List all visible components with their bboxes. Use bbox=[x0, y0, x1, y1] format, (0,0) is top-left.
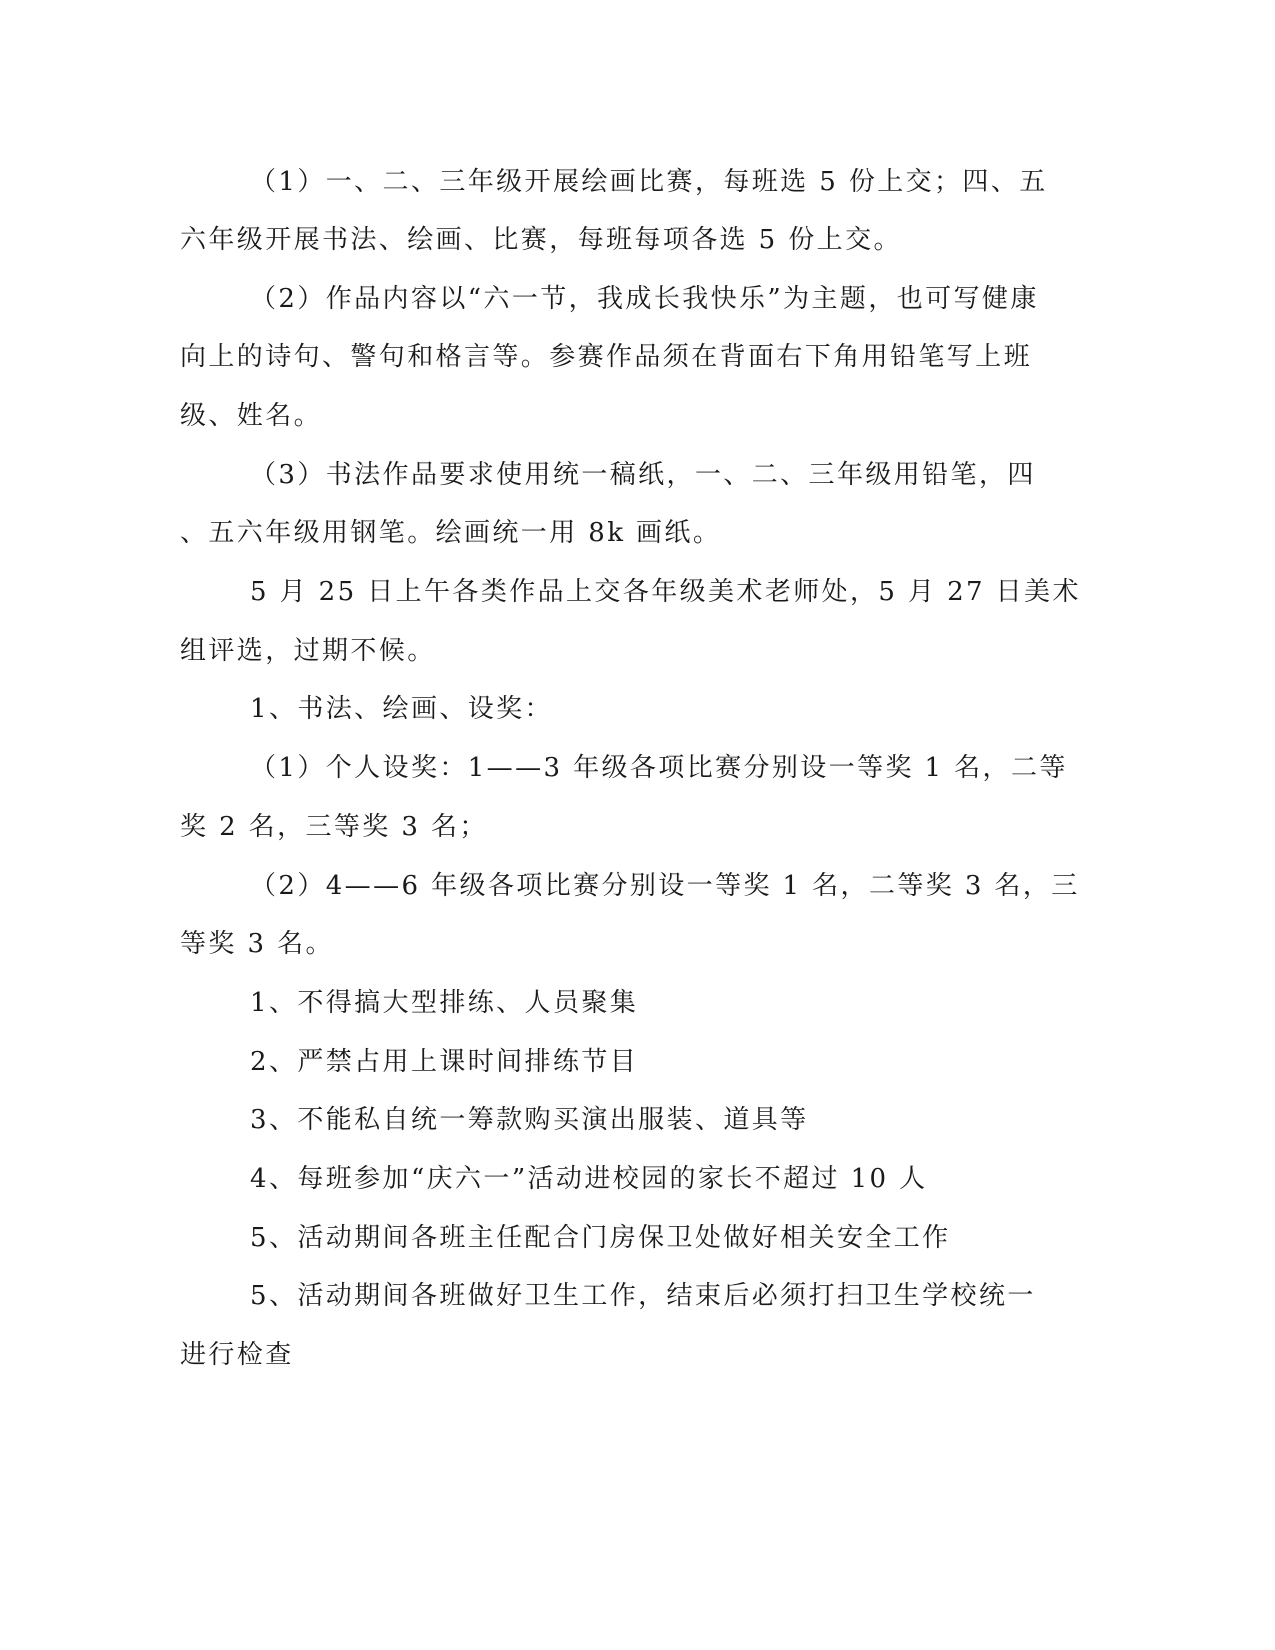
paragraph-line: 级、姓名。 bbox=[180, 401, 323, 431]
paragraph-line: 5 月 25 日上午各类作品上交各年级美术老师处，5 月 27 日美术 bbox=[250, 577, 1081, 607]
paragraph-line: 组评选，过期不候。 bbox=[180, 636, 436, 666]
paragraph-line: （1）一、二、三年级开展绘画比赛，每班选 5 份上交；四、五 bbox=[250, 167, 1048, 197]
paragraph-line: 、五六年级用钢笔。绘画统一用 8k 画纸。 bbox=[180, 518, 722, 548]
paragraph-line: （3）书法作品要求使用统一稿纸，一、二、三年级用铅笔，四 bbox=[250, 460, 1036, 490]
list-item: 5、活动期间各班主任配合门房保卫处做好相关安全工作 bbox=[250, 1223, 951, 1253]
list-item: 1、不得搞大型排练、人员聚集 bbox=[250, 988, 639, 1018]
paragraph-line: 等奖 3 名。 bbox=[180, 929, 334, 959]
list-item: 2、严禁占用上课时间排练节目 bbox=[250, 1047, 639, 1077]
list-item: 3、不能私自统一筹款购买演出服装、道具等 bbox=[250, 1105, 809, 1135]
list-item: 4、每班参加“庆六一”活动进校园的家长不超过 10 人 bbox=[250, 1164, 928, 1194]
list-item: 5、活动期间各班做好卫生工作，结束后必须打扫卫生学校统一 bbox=[250, 1281, 1036, 1311]
list-item-continuation: 进行检查 bbox=[180, 1340, 294, 1370]
paragraph-line: （2）4——6 年级各项比赛分别设一等奖 1 名，二等奖 3 名，三 bbox=[250, 871, 1080, 901]
paragraph-line: 六年级开展书法、绘画、比赛，每班每项各选 5 份上交。 bbox=[180, 225, 902, 255]
paragraph-line: （2）作品内容以“六一节，我成长我快乐”为主题，也可写健康 bbox=[250, 284, 1039, 314]
paragraph-line: （1）个人设奖：1——3 年级各项比赛分别设一等奖 1 名，二等 bbox=[250, 753, 1068, 783]
paragraph-line: 奖 2 名，三等奖 3 名； bbox=[180, 812, 488, 842]
paragraph-line: 向上的诗句、警句和格言等。参赛作品须在背面右下角用铅笔写上班 bbox=[180, 342, 1033, 372]
paragraph-line: 1、书法、绘画、设奖： bbox=[250, 694, 553, 724]
